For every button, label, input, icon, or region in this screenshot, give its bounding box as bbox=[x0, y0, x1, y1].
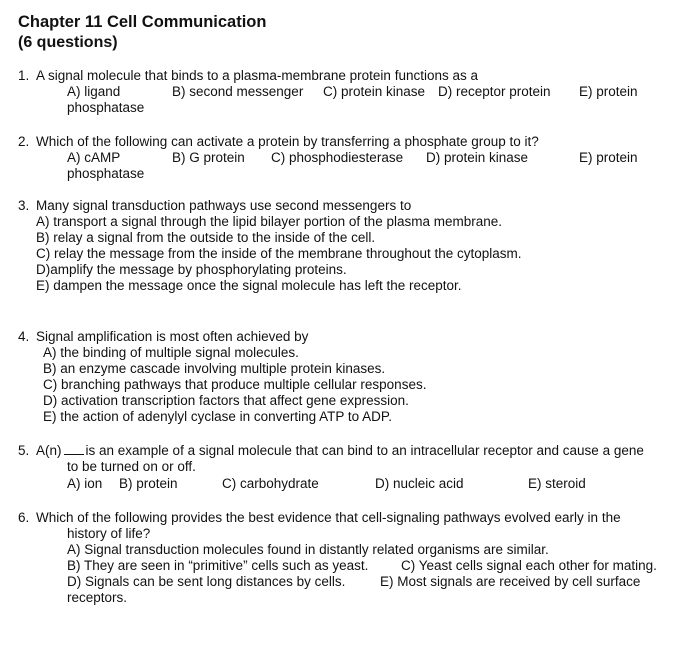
question-number: 3. bbox=[18, 198, 30, 213]
question-number: 5. bbox=[18, 443, 30, 458]
question-number: 2. bbox=[18, 134, 30, 149]
option-d: D) activation transcription factors that affect gene expression. bbox=[43, 393, 409, 408]
option-a: A) ligand bbox=[67, 84, 121, 99]
option-b: B) relay a signal from the outside to the inside of the cell. bbox=[36, 230, 376, 245]
option-c: C) branching pathways that produce multiple cellular responses. bbox=[43, 377, 427, 392]
question-number: 1. bbox=[18, 68, 30, 83]
option-c: C) phosphodiesterase bbox=[271, 150, 404, 165]
option-a: A) Signal transduction molecules found in distantly related organisms are similar. bbox=[67, 542, 549, 557]
option-e-continued: phosphatase bbox=[67, 100, 145, 115]
question-stem: Many signal transduction pathways use second messengers to bbox=[36, 198, 412, 213]
option-b: B) protein bbox=[119, 476, 178, 491]
question-stem-continued: to be turned on or off. bbox=[67, 459, 196, 474]
option-a: A) ion bbox=[67, 476, 103, 491]
option-e-continued: receptors. bbox=[67, 590, 128, 605]
question-stem: Which of the following provides the best evidence that cell-signaling pathways evolved early in the bbox=[36, 510, 621, 525]
option-e: E) dampen the message once the signal molecule has left the receptor. bbox=[36, 278, 462, 293]
option-c: C) protein kinase bbox=[323, 84, 426, 99]
option-e: E) protein bbox=[579, 84, 638, 99]
question-stem: Signal amplification is most often achieved by bbox=[36, 329, 309, 344]
option-d: D)amplify the message by phosphorylating proteins. bbox=[36, 262, 347, 277]
option-b: B) an enzyme cascade involving multiple protein kinases. bbox=[43, 361, 386, 376]
option-e: E) steroid bbox=[528, 476, 586, 491]
option-a: A) the binding of multiple signal molecules. bbox=[43, 345, 299, 360]
option-e: E) protein bbox=[579, 150, 638, 165]
option-b: B) They are seen in “primitive” cells such as yeast. bbox=[67, 558, 369, 573]
option-e-continued: phosphatase bbox=[67, 166, 145, 181]
option-b: B) G protein bbox=[172, 150, 245, 165]
option-d: D) receptor protein bbox=[438, 84, 551, 99]
stem-prefix: A(n) bbox=[36, 443, 62, 458]
option-a: A) transport a signal through the lipid bilayer portion of the plasma membrane. bbox=[36, 214, 503, 229]
question-stem: A signal molecule that binds to a plasma-membrane protein functions as a bbox=[36, 68, 478, 83]
option-c: C) carbohydrate bbox=[222, 476, 319, 491]
answer-blank bbox=[64, 443, 84, 455]
option-d: D) protein kinase bbox=[426, 150, 529, 165]
question-count: (6 questions) bbox=[18, 34, 118, 51]
option-e: E) the action of adenylyl cyclase in converting ATP to ADP. bbox=[43, 409, 392, 424]
option-c: C) relay the message from the inside of the membrane throughout the cytoplasm. bbox=[36, 246, 522, 261]
page-title: Chapter 11 Cell Communication bbox=[18, 13, 267, 31]
question-number: 4. bbox=[18, 329, 30, 344]
question-number: 6. bbox=[18, 510, 30, 525]
option-d: D) nucleic acid bbox=[375, 476, 464, 491]
question-stem bbox=[36, 443, 644, 459]
option-b: B) second messenger bbox=[172, 84, 304, 99]
question-stem: Which of the following can activate a protein by transferring a phosphate group to it? bbox=[36, 134, 539, 149]
option-c: C) Yeast cells signal each other for mating. bbox=[401, 558, 657, 573]
stem-suffix: is an example of a signal molecule that can bind to an intracellular receptor and cause a gene bbox=[85, 443, 644, 458]
option-e: E) Most signals are received by cell surface bbox=[380, 574, 641, 589]
question-stem-continued: history of life? bbox=[67, 526, 151, 541]
option-a: A) cAMP bbox=[67, 150, 121, 165]
option-d: D) Signals can be sent long distances by cells. bbox=[67, 574, 346, 589]
